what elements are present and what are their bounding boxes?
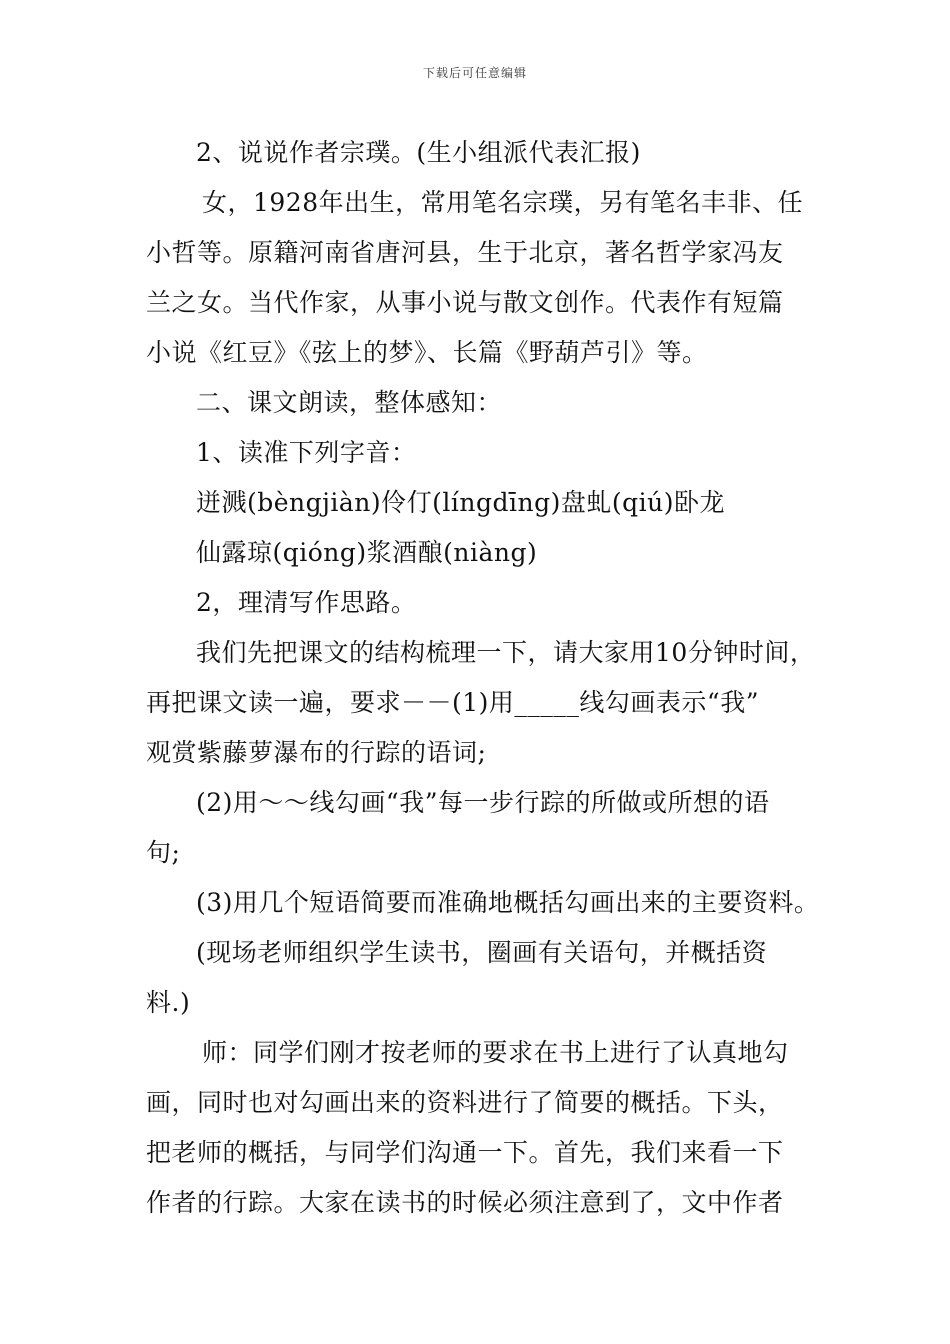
text-line: 作者的行踪。大家在读书的时候必须注意到了，文中作者	[146, 1188, 784, 1217]
text-line: (现场老师组织学生读书，圈画有关语句，并概括资	[196, 938, 768, 967]
text-line: 再把课文读一遍，要求－－(1)用_____线勾画表示“我”	[146, 688, 759, 717]
text-line: 2，理清写作思路。	[196, 588, 417, 617]
text-line: (3)用几个短语简要而准确地概括勾画出来的主要资料。	[196, 888, 820, 917]
text-line: 师：同学们刚才按老师的要求在书上进行了认真地勾	[202, 1038, 789, 1067]
text-line: 把老师的概括，与同学们沟通一下。首先，我们来看一下	[146, 1138, 784, 1167]
document-body	[146, 128, 820, 1228]
text-line: 2、说说作者宗璞。(生小组派代表汇报)	[196, 138, 641, 167]
text-line: 句;	[146, 838, 181, 867]
text-line: 观赏紫藤萝瀑布的行踪的语词;	[146, 738, 487, 767]
section-heading: 二、课文朗读，整体感知：	[196, 388, 503, 417]
text-line: 我们先把课文的结构梳理一下，请大家用10分钟时间，	[196, 638, 816, 667]
text-line: (2)用～～线勾画“我”每一步行踪的所做或所想的语	[196, 788, 770, 817]
text-line: 兰之女。当代作家，从事小说与散文创作。代表作有短篇	[146, 288, 784, 317]
text-line: 小说《红豆》《弦上的梦》、长篇《野葫芦引》等。	[146, 338, 708, 367]
text-line: 料.)	[146, 988, 191, 1017]
text-line: 女，1928年出生，常用笔名宗璞，另有笔名丰非、任	[202, 188, 804, 217]
text-line: 画，同时也对勾画出来的资料进行了简要的概括。下头，	[146, 1088, 784, 1117]
page-header: 下载后可任意编辑	[422, 66, 527, 80]
pinyin-line: 迸溅(bèngjiàn)伶仃(língdīng)盘虬(qiú)卧龙	[196, 488, 725, 517]
pinyin-line: 仙露琼(qióng)浆酒酿(niàng)	[196, 538, 538, 567]
text-line: 1、读准下列字音：	[196, 438, 417, 467]
text-line: 小哲等。原籍河南省唐河县，生于北京，著名哲学家冯友	[146, 238, 784, 267]
